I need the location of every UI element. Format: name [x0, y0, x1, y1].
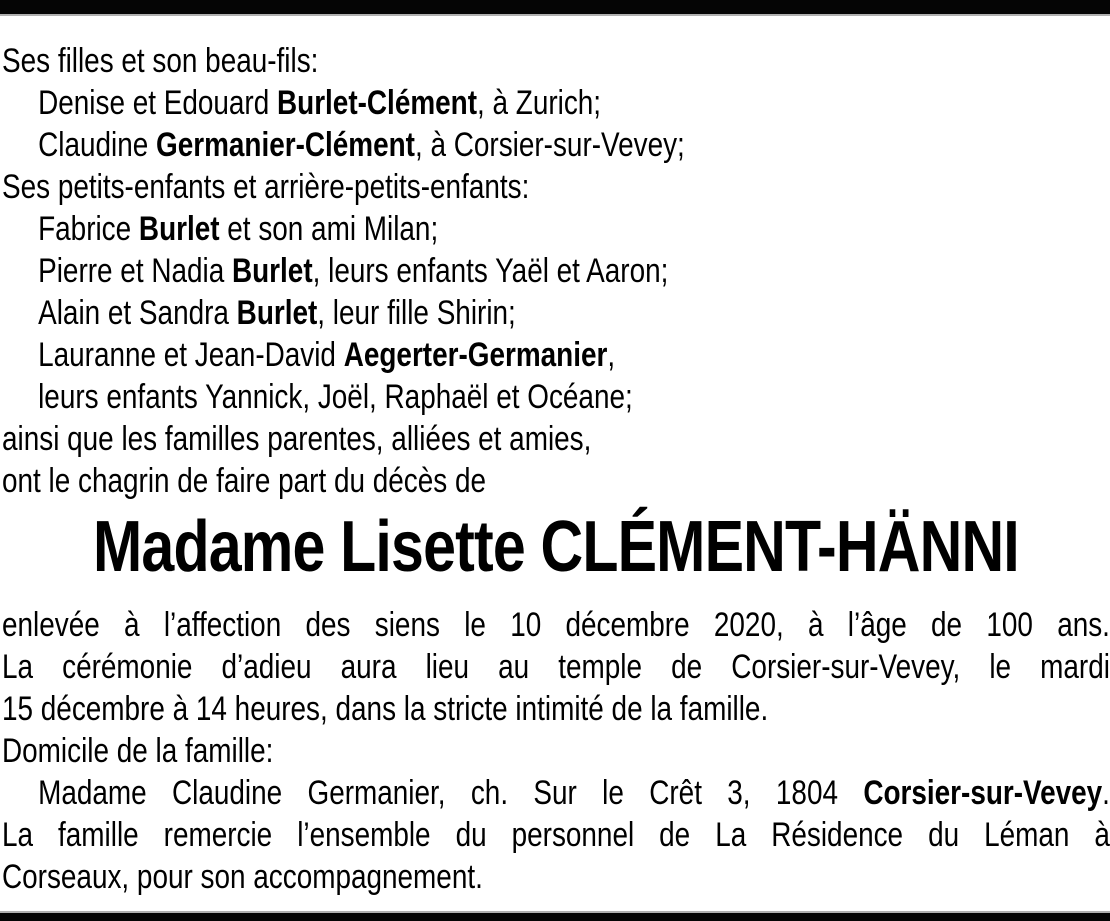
family-name-bold: Burlet [138, 210, 220, 248]
text-line [2, 292, 1110, 334]
text-segment: , [607, 336, 616, 374]
family-name-bold: Burlet [236, 294, 318, 332]
notice-body [2, 40, 1110, 898]
text-line [2, 82, 1110, 124]
text-segment: Pierre et Nadia [38, 252, 232, 290]
text-segment: , à Corsier-sur-Vevey; [414, 126, 685, 164]
text-segment: 15 décembre à 14 heures, dans la stricte intimité de la famille. [2, 690, 769, 728]
text-line [2, 250, 1110, 292]
text-segment: Madame Claudine Germanier, ch. Sur le Crêt 3, 1804 [38, 774, 864, 812]
text-line [2, 166, 1110, 208]
text-line [2, 856, 1110, 898]
bottom-border-rule [0, 911, 1110, 921]
text-line [2, 40, 1110, 82]
text-line [2, 376, 1110, 418]
text-segment: Ses filles et son beau-fils: [2, 42, 319, 80]
family-name-bold: Germanier-Clément [156, 126, 415, 164]
text-segment: leurs enfants Yannick, Joël, Raphaël et Océane; [38, 378, 633, 416]
family-name-bold: Burlet-Clément [276, 84, 478, 122]
text-line [2, 124, 1110, 166]
text-line [2, 418, 1110, 460]
text-segment: et son ami Milan; [219, 210, 439, 248]
family-name-bold: Aegerter-Germanier [343, 336, 608, 374]
text-line [2, 646, 1110, 688]
text-segment: Lauranne et Jean-David [38, 336, 344, 374]
text-line [2, 460, 1110, 502]
text-segment: Corseaux, pour son accompagnement. [2, 858, 483, 896]
text-segment: Denise et Edouard [38, 84, 277, 122]
text-segment: , leurs enfants Yaël et Aaron; [312, 252, 669, 290]
text-segment: Ses petits-enfants et arrière-petits-enfants: [2, 168, 530, 206]
text-segment: , à Zurich; [477, 84, 602, 122]
family-name-bold: Burlet [231, 252, 313, 290]
text-segment: La cérémonie d’adieu aura lieu au temple de Corsier-sur-Vevey, le mardi [2, 648, 1110, 686]
text-line [2, 730, 1110, 772]
text-segment: La famille remercie l’ensemble du personnel de La Résidence du Léman à [2, 816, 1110, 854]
text-segment: Alain et Sandra [38, 294, 237, 332]
announcement-lines [2, 604, 1110, 898]
text-segment: ont le chagrin de faire part du décès de [2, 462, 486, 500]
text-line [2, 814, 1110, 856]
text-segment: Claudine [38, 126, 157, 164]
text-segment: enlevée à l’affection des siens le 10 décembre 2020, à l’âge de 100 ans. [2, 606, 1110, 644]
text-line [2, 772, 1110, 814]
text-line [2, 334, 1110, 376]
deceased-name-title: Madame Lisette CLÉMENT-HÄNNI [93, 507, 1019, 587]
top-border-rule [0, 0, 1110, 16]
text-line [2, 604, 1110, 646]
text-segment: , leur fille Shirin; [317, 294, 516, 332]
family-name-bold: Corsier-sur-Vevey [863, 774, 1103, 812]
text-line [2, 688, 1110, 730]
text-line [2, 208, 1110, 250]
text-segment: Fabrice [38, 210, 139, 248]
text-segment: . [1102, 774, 1110, 812]
text-segment: Domicile de la famille: [2, 732, 274, 770]
family-lines [2, 40, 1110, 502]
text-segment: ainsi que les familles parentes, alliées et amies, [2, 420, 592, 458]
